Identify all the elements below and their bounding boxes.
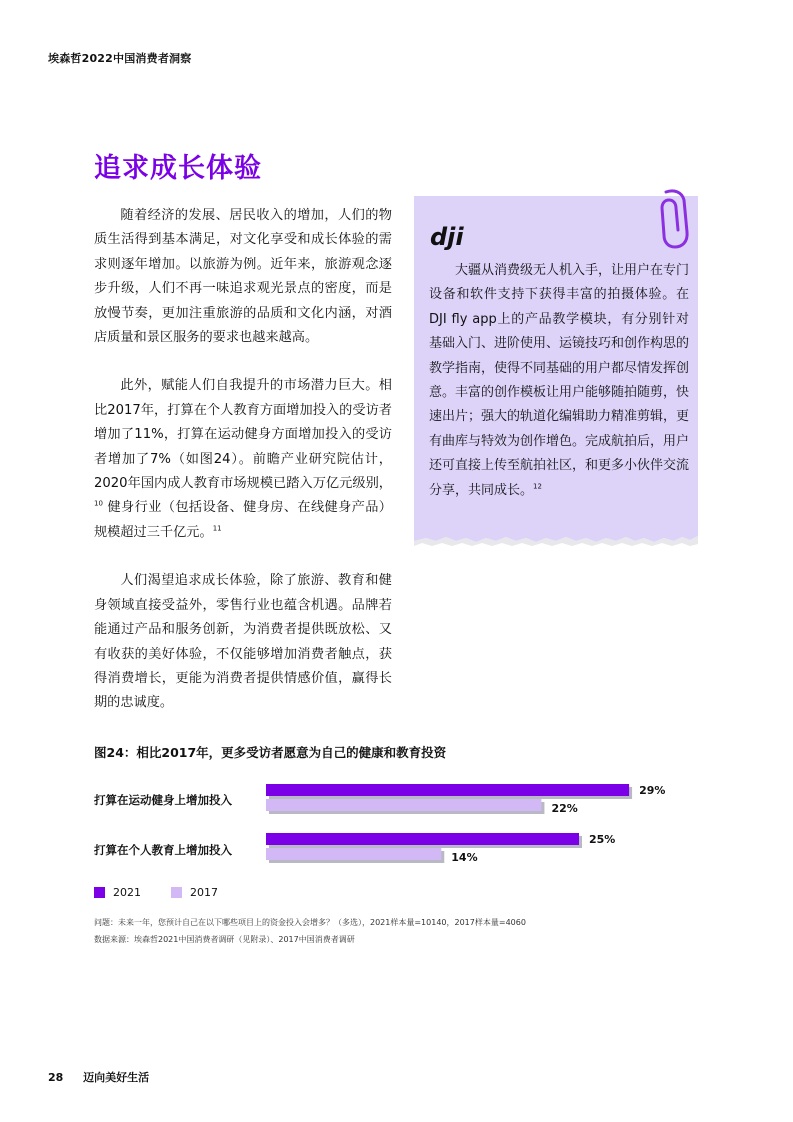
callout-paragraph-body: 大疆从消费级无人机入手，让用户在专门设备和软件支持下获得丰富的拍摄体验。在DJI fly app上的产品教学模块，有分别针对基础入门、进阶使用、运镜技巧和创作构思的教学指南，使得不同基础的用户都尽情发挥创意。丰富的创作模板让用户能够随拍随剪，快速出片；强大的轨道化编辑助力精准剪辑，更有曲库与特效为创作增色。完成航拍后，用户还可直接上传至航拍社区，和更多小伙伴交流分享，共同成长。 [429,263,690,498]
bar-shadow-2017-0 [269,802,544,814]
legend-swatch-2017 [171,887,182,898]
bar-2021-0 [266,784,629,796]
torn-paper-edge [414,522,698,548]
paragraph-self-improvement-part1: 此外，赋能人们自我提升的市场潜力巨大。相比2017年，打算在个人教育方面增加投入的受访者增加了11%，打算在运动健身方面增加投入的受访者增加了7%（如图24）。前瞻产业研究院估计，2020年国内成人教育市场规模已踏入万亿元级别， [94,378,392,492]
dji-case-callout [414,196,698,556]
page-number: 28 [48,1071,64,1084]
figure-title: 图24：相比2017年，更多受访者愿意为自己的健康和教育投资 [94,745,447,760]
body-text-column [94,204,392,716]
dji-logo-text: dji [430,226,464,250]
legend-item-2017 [171,886,218,899]
bar-shadow-2021-1 [269,836,582,848]
category-label-education: 打算在个人教育上增加投入 [94,843,232,857]
paperclip-icon [654,188,690,250]
figure-source-note: 数据来源：埃森哲2021中国消费者调研（见附录）、2017中国消费者调研 [94,935,355,944]
bar-label-2021-0: 29% [639,784,666,797]
paragraph-retail-opportunity: 人们渴望追求成长体验，除了旅游、教育和健身领域直接受益外，零售行业也蕴含机遇。品牌若能通过产品和服务创新，为消费者提供既放松、又有收获的美好体验，不仅能够增加消费者触点，获得消费增长，更能为消费者提供情感价值，赢得长期的忠诚度。 [94,573,392,711]
legend-swatch-2021 [94,887,105,898]
bar-label-2021-1: 25% [589,833,616,846]
callout-text [429,259,689,503]
page-footer [48,1069,149,1085]
bar-label-2017-0: 22% [551,802,578,815]
paragraph-self-improvement [94,374,392,545]
paragraph-self-improvement-part2: 健身行业（包括设备、健身房、在线健身产品）规模超过三千亿元。 [94,500,392,540]
callout-paragraph [429,259,689,503]
chapter-title: 迈向美好生活 [83,1071,150,1084]
bar-label-2017-1: 14% [451,851,478,864]
paragraph-tourism: 随着经济的发展、居民收入的增加，人们的物质生活得到基本满足，对文化享受和成长体验的需求则逐年增加。以旅游为例。近年来，旅游观念逐步升级，人们不再一味追求观光景点的密度，而是放慢节奏，更加注重旅游的品质和文化内涵，对酒店质量和景区服务的要求也越来越高。 [94,208,392,346]
legend-label-2017: 2017 [190,886,218,899]
running-header: 埃森哲2022中国消费者洞察 [48,52,192,65]
footnote-ref-10: 10 [94,500,103,509]
category-label-fitness: 打算在运动健身上增加投入 [94,793,232,807]
legend-item-2021 [94,886,141,899]
bar-2017-1 [266,848,441,860]
footnote-ref-12: 12 [533,482,542,491]
dji-logo-icon [430,226,482,250]
figure-question-note: 问题：未来一年，您预计自己在以下哪些项目上的资金投入会增多？（多选），2021样本量=10140，2017样本量=4060 [94,918,526,927]
bar-shadow-2021-0 [269,787,632,799]
section-title: 追求成长体验 [94,153,262,184]
footnote-ref-11: 11 [212,524,222,533]
bar-2017-0 [266,799,541,811]
bar-2021-1 [266,833,579,845]
legend-label-2021: 2021 [113,886,141,899]
chart-legend [94,886,248,899]
bar-shadow-2017-1 [269,851,444,863]
